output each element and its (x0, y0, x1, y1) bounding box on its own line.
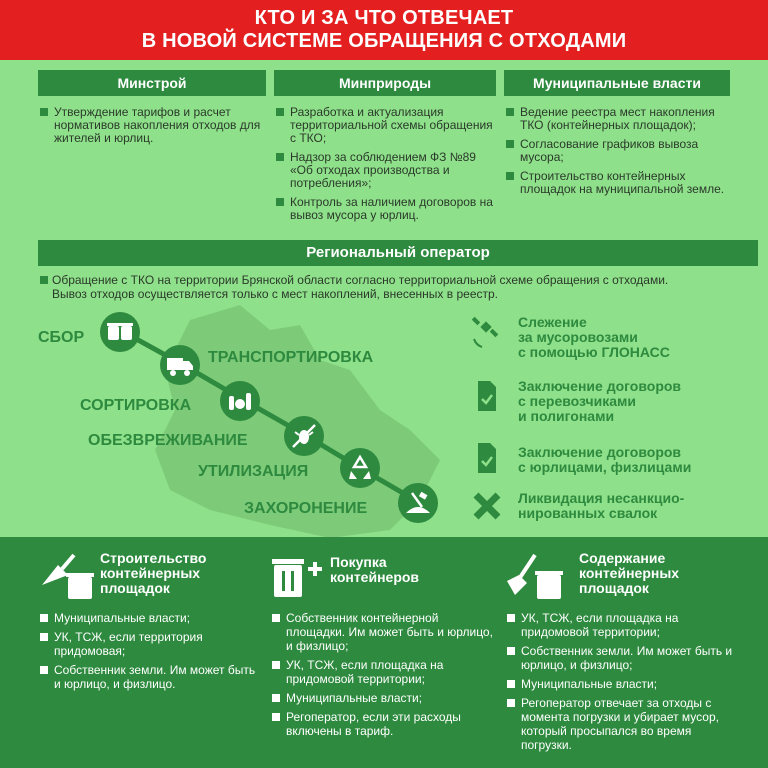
bin-plus-icon (270, 551, 324, 599)
document-check-icon (470, 441, 504, 475)
service-line: Заключение договоров (518, 378, 682, 394)
service-line: и полигонами (518, 408, 615, 424)
list-item: Строительство контейнерных площадок на муниципальной земле. (504, 170, 730, 196)
service-line: с помощью ГЛОНАСС (518, 344, 670, 360)
step-collect-circle (100, 312, 140, 352)
bottom-title-line: Строительство (100, 550, 207, 566)
bottom-title-line: площадок (579, 580, 649, 596)
list-item: Собственник земли. Им может быть и юрлицо, и физлицо. (38, 663, 263, 691)
satellite-icon (470, 315, 504, 349)
bottom-title-line: Содержание (579, 550, 666, 566)
step-landfill-circle (398, 483, 438, 523)
column-minstroy (38, 70, 266, 151)
title-line-2: В НОВОЙ СИСТЕМЕ ОБРАЩЕНИЯ С ОТХОДАМИ (141, 30, 627, 52)
landfill-icon (404, 489, 432, 517)
broom-bin-icon (505, 551, 565, 601)
document-check-icon (470, 379, 504, 413)
step-label: ЗАХОРОНЕНИЕ (244, 500, 368, 517)
title-line-1: КТО И ЗА ЧТО ОТВЕЧАЕТ (254, 7, 514, 29)
service-line: нированных свалок (518, 505, 658, 521)
step-label: ТРАНСПОРТИРОВКА (208, 349, 374, 366)
step-transport-circle (160, 345, 200, 385)
list-item: УК, ТСЖ, если площадка на придомовой территории; (270, 658, 500, 686)
service-line: Слежение (518, 314, 587, 330)
column-title: Минприроды (274, 70, 496, 96)
regional-text-line-1: Обращение с ТКО на территории Брянской области согласно территориальной схеме обращения с отходами. (52, 273, 669, 287)
list-item: Регоператор, если эти расходы включены в тариф. (270, 710, 500, 738)
bottom-title (579, 551, 679, 596)
cross-icon (470, 489, 504, 523)
list-item: Муниципальные власти; (38, 611, 263, 625)
bug-icon (290, 422, 318, 450)
bottom-section (0, 537, 768, 768)
column-title: Минстрой (38, 70, 266, 96)
bottom-title-line: контейнерных (100, 565, 201, 581)
column-title: Муниципальные власти (504, 70, 730, 96)
list-item: УК, ТСЖ, если площадка на придомовой территории; (505, 611, 740, 639)
regional-operator-text (38, 273, 763, 301)
service-text (518, 379, 681, 424)
list-item: Согласование графиков вывоза мусора; (504, 138, 730, 164)
service-line: с перевозчиками (518, 393, 636, 409)
list-item: Собственник земли. Им может быть и юрлицо, и физлицо; (505, 644, 740, 672)
step-utilize-circle (340, 448, 380, 488)
bins-icon (106, 318, 134, 346)
bottom-title-line: контейнеров (330, 569, 420, 585)
list-item: Надзор за соблюдением ФЗ №89 «Об отходах производства и потребления»; (274, 151, 496, 190)
truck-icon (166, 351, 194, 379)
trowel-bin-icon (38, 551, 96, 601)
list-item: Муниципальные власти; (270, 691, 500, 705)
bottom-title-line: площадок (100, 580, 170, 596)
sorting-icon (226, 387, 254, 415)
service-text (518, 491, 684, 521)
list-item: Разработка и актуализация территориальной схемы обращения с ТКО; (274, 106, 496, 145)
step-sort-circle (220, 381, 260, 421)
list-item: Муниципальные власти; (505, 677, 740, 691)
regional-text-line-2: Вывоз отходов осуществляется только с мест накоплений, внесенных в реестр. (52, 287, 498, 301)
list-item: УК, ТСЖ, если территория придомовая; (38, 630, 263, 658)
step-label: СОРТИРОВКА (80, 397, 192, 414)
service-text (518, 445, 691, 475)
column-municipal (504, 70, 730, 202)
service-line: Заключение договоров (518, 444, 682, 460)
header-banner (0, 0, 768, 60)
service-line: с юрлицами, физлицами (518, 459, 692, 475)
step-label: УТИЛИЗАЦИЯ (198, 463, 309, 480)
column-minprirody (274, 70, 496, 228)
step-neutralize-circle (284, 416, 324, 456)
bottom-title-line: контейнерных (579, 565, 680, 581)
step-label: СБОР (38, 329, 85, 346)
list-item: Регоператор отвечает за отходы с момента погрузки и убирает мусор, который просыпался во время погрузки. (505, 696, 740, 752)
service-line: Ликвидация несанкцио- (518, 490, 685, 506)
list-item: Собственник контейнерной площадки. Им может быть и юрлицо, и физлицо; (270, 611, 500, 653)
recycle-icon (346, 454, 374, 482)
step-label: ОБЕЗВРЕЖИВАНИЕ (88, 432, 248, 449)
service-line: за мусоровозами (518, 329, 638, 345)
bottom-title (330, 555, 419, 585)
list-item: Утверждение тарифов и расчет нормативов накопления отходов для жителей и юрлиц. (38, 106, 266, 145)
bottom-title-line: Покупка (330, 554, 387, 570)
service-text (518, 315, 670, 360)
list-item: Контроль за наличием договоров на вывоз мусора у юрлиц. (274, 196, 496, 222)
regional-operator-title: Региональный оператор (38, 240, 758, 266)
list-item: Ведение реестра мест накопления ТКО (контейнерных площадок); (504, 106, 730, 132)
bottom-title (100, 551, 206, 596)
